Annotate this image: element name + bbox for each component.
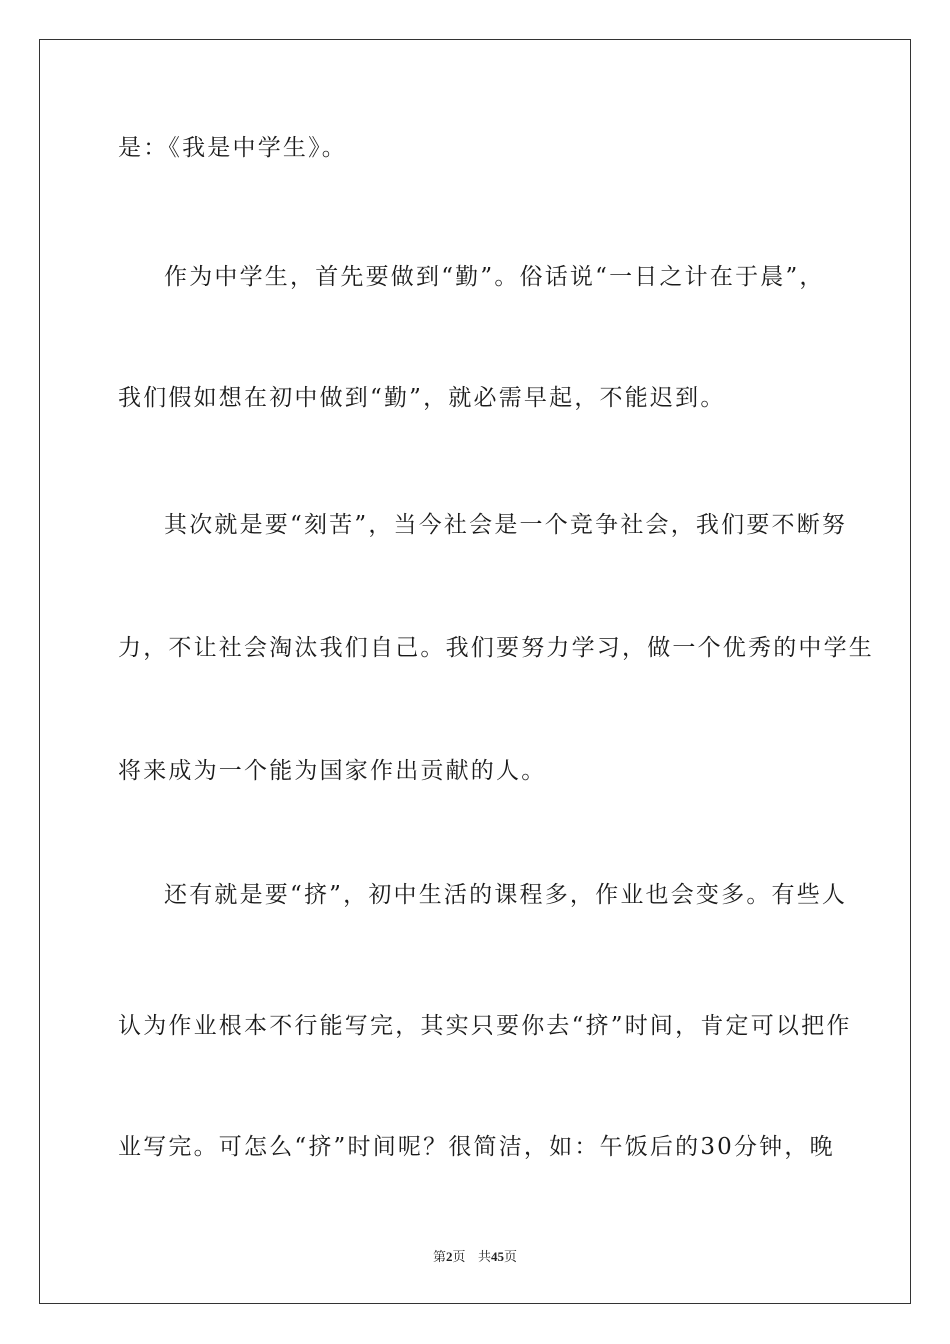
page-number: 2 [446,1249,453,1264]
body-text-line-8: 认为作业根本不行能写完，其实只要你去“挤”时间，肯定可以把作 [118,1013,852,1039]
total-pages: 45 [490,1249,504,1264]
body-text-line-2: 作为中学生，首先要做到“勤”。俗话说“一日之计在于晨”， [164,264,825,290]
page-prefix: 第 [433,1250,447,1265]
page-border [39,39,911,1304]
body-text-line-7: 还有就是要“挤”，初中生活的课程多，作业也会变多。有些人 [164,882,848,908]
body-text-line-5: 力，不让社会淘汰我们自己。我们要努力学习，做一个优秀的中学生 [118,635,874,661]
page-footer [0,1248,950,1267]
body-text-line-3: 我们假如想在初中做到“勤”，就必需早起，不能迟到。 [118,385,726,411]
body-text-line-1: 是：《我是中学生》。 [118,135,347,161]
total-suffix: 页 [503,1250,517,1265]
body-text-line-4: 其次就是要“刻苦”，当今社会是一个竞争社会，我们要不断努 [164,512,848,538]
page-suffix: 页 [452,1250,466,1265]
body-text-line-9: 业写完。可怎么“挤”时间呢？很简洁，如：午饭后的30分钟，晚 [118,1134,835,1160]
total-prefix: 共 [477,1250,491,1265]
body-text-line-6: 将来成为一个能为国家作出贡献的人。 [118,758,547,784]
